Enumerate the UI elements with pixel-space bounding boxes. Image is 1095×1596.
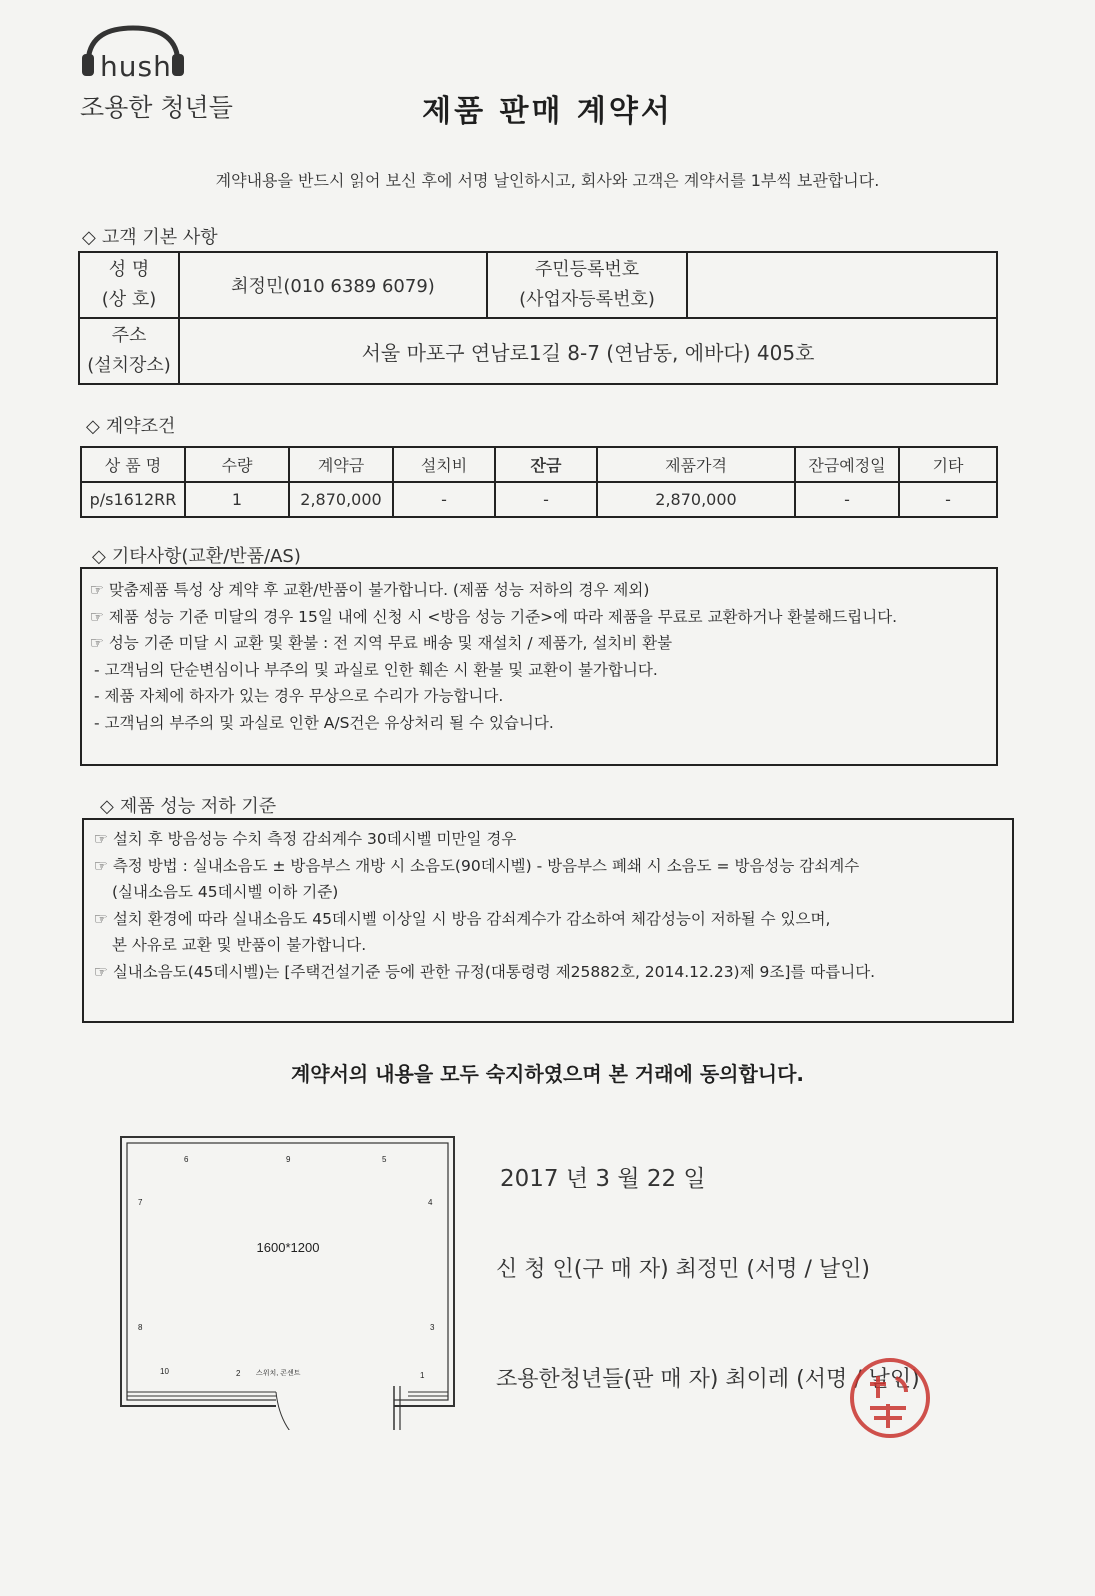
table-header: 계약금 — [289, 447, 393, 482]
table-header: 제품가격 — [597, 447, 795, 482]
section-heading-degradation: ◇ 제품 성능 저하 기준 — [100, 796, 277, 817]
customer-table — [78, 251, 998, 385]
plan-inner-wall — [127, 1143, 448, 1400]
seller-signature-line: 조용한청년들(판 매 자) 최이레 (서명 / 날인) — [496, 1367, 920, 1392]
diamond-icon: ◇ — [86, 416, 100, 437]
table-cell: p/s1612RR — [81, 482, 185, 517]
list-item: ☞ 측정 방법 : 실내소음도 ± 방음부스 개방 시 소음도(90데시벨) - 방음부스 폐쇄 시 소음도 = 방음성능 감쇠계수 — [94, 856, 860, 875]
id-value — [687, 252, 997, 318]
section-heading-contract: ◇ 계약조건 — [86, 416, 176, 437]
plan-number: 5 — [382, 1155, 387, 1164]
plan-number: 4 — [428, 1198, 433, 1207]
table-header: 수량 — [185, 447, 289, 482]
plan-number: 7 — [138, 1198, 143, 1207]
table-cell: - — [899, 482, 997, 517]
table-header: 잔금예정일 — [795, 447, 899, 482]
table-header-row — [81, 447, 997, 482]
table-row — [81, 482, 997, 517]
id-label: 주민등록번호 (사업자등록번호) — [487, 252, 687, 318]
table-cell: 1 — [185, 482, 289, 517]
table-cell: - — [393, 482, 495, 517]
exchange-terms-box — [80, 567, 998, 766]
applicant-signature-line: 신 청 인(구 매 자) 최정민 (서명 / 날인) — [496, 1257, 870, 1282]
plan-number: 2 — [236, 1369, 241, 1378]
contract-date: 2017 년 3 월 22 일 — [500, 1166, 706, 1192]
table-cell: - — [795, 482, 899, 517]
plan-number: 9 — [286, 1155, 291, 1164]
section-heading-exchange: ◇ 기타사항(교환/반품/AS) — [92, 546, 301, 567]
list-item: (실내소음도 45데시벨 이하 기준) — [112, 883, 339, 901]
table-header: 잔금 — [495, 447, 597, 482]
table-cell: - — [495, 482, 597, 517]
plan-number: 10 — [160, 1367, 169, 1376]
list-item: - 고객님의 부주의 및 과실로 인한 A/S건은 유상처리 될 수 있습니다. — [94, 713, 554, 732]
plan-number: 3 — [430, 1323, 435, 1332]
diamond-icon: ◇ — [92, 546, 106, 567]
list-item: ☞ 성능 기준 미달 시 교환 및 환불 : 전 지역 무료 배송 및 재설치 / 제품가, 설치비 환불 — [90, 634, 673, 652]
diamond-icon: ◇ — [82, 227, 96, 248]
document-title: 제품 판매 계약서 — [422, 94, 673, 129]
list-item: ☞ 실내소음도(45데시벨)는 [주택건설기준 등에 관한 규정(대통령령 제25882호, 2014.12.23)제 9조]를 따릅니다. — [94, 962, 876, 981]
list-item: ☞ 설치 후 방음성능 수치 측정 감쇠계수 30데시벨 미만일 경우 — [94, 830, 517, 848]
plan-number: 6 — [184, 1155, 189, 1164]
agreement-statement: 계약서의 내용을 모두 숙지하였으며 본 거래에 동의합니다. — [290, 1062, 805, 1086]
list-item: - 고객님의 단순변심이나 부주의 및 과실로 인한 훼손 시 환불 및 교환이 불가합니다. — [94, 660, 658, 679]
plan-number: 1 — [420, 1371, 425, 1380]
list-item: - 제품 자체에 하자가 있는 경우 무상으로 수리가 가능합니다. — [94, 687, 504, 705]
table-header: 상 품 명 — [81, 447, 185, 482]
name-label: 성 명 (상 호) — [79, 252, 179, 318]
table-cell: 2,870,000 — [597, 482, 795, 517]
plan-number: 8 — [138, 1323, 143, 1332]
table-cell: 2,870,000 — [289, 482, 393, 517]
table-header: 기타 — [899, 447, 997, 482]
list-item: 본 사유로 교환 및 반품이 불가합니다. — [112, 936, 367, 954]
address-value: 서울 마포구 연남로1길 8-7 (연남동, 에바다) 405호 — [179, 318, 997, 384]
intro-text: 계약내용을 반드시 읽어 보신 후에 서명 날인하시고, 회사와 고객은 계약서를 1부씩 보관합니다. — [215, 171, 880, 190]
degradation-criteria-box — [82, 818, 1014, 1023]
list-item: ☞ 제품 성능 기준 미달의 경우 15일 내에 신청 시 <방음 성능 기준>에 따라 제품을 무료로 교환하거나 환불해드립니다. — [90, 607, 898, 626]
list-item: ☞ 맞춤제품 특성 상 계약 후 교환/반품이 불가합니다. (제품 성능 저하의 경우 제외) — [90, 581, 650, 599]
plan-note: 스위치, 콘센트 — [256, 1370, 301, 1377]
floor-plan-diagram — [108, 1130, 468, 1430]
contract-table — [80, 446, 998, 518]
seal-stamp — [848, 1356, 932, 1440]
plan-size-label: 1600*1200 — [256, 1240, 320, 1255]
logo-word: hush — [100, 50, 172, 83]
name-value: 최정민(010 6389 6079) — [179, 252, 487, 318]
section-heading-customer: ◇ 고객 기본 사항 — [82, 227, 218, 248]
plan-outer-wall — [121, 1137, 454, 1406]
table-header: 설치비 — [393, 447, 495, 482]
diamond-icon: ◇ — [100, 796, 114, 817]
address-label: 주소 (설치장소) — [79, 318, 179, 384]
list-item: ☞ 설치 환경에 따라 실내소음도 45데시벨 이상일 시 방음 감쇠계수가 감소하여 체감성능이 저하될 수 있으며, — [94, 909, 831, 928]
logo-subtitle: 조용한 청년들 — [80, 93, 233, 122]
